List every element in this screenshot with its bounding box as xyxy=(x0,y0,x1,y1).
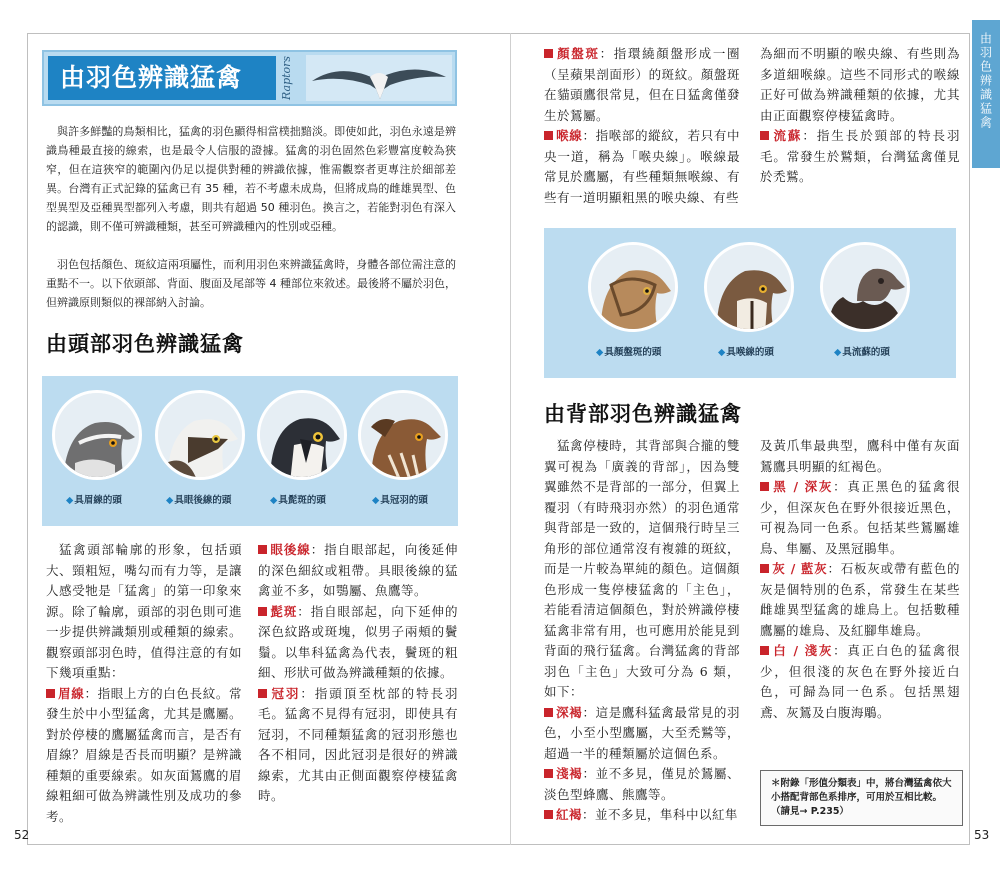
back-col-2 xyxy=(760,436,960,723)
term-white-block xyxy=(760,641,960,723)
portrait-eyeline-head xyxy=(155,390,245,480)
term-throat-block xyxy=(544,126,740,208)
head-col1-eyebrow xyxy=(46,684,242,828)
banner-subtitle: Raptors xyxy=(280,55,293,100)
head-section-title: 由頭部羽色辨識猛禽 xyxy=(46,331,244,356)
term-eyebrow-text: ：指眼上方的白色長紋。常發生於中小型猛禽，尤其是鷹屬。對於停棲的鷹屬猛禽而言，是否有眉線？眉線是否長而明顯？是辨識種類的重要線索。如灰面鵟鷹的眉線粗細可做為辨識性別及成功的參考。 xyxy=(46,685,242,824)
term-ruff-text: ：指生長於頸部的特長羽毛。常發生於鷲類，台灣猛禽僅見於禿鷲。 xyxy=(760,128,960,184)
caption-facial-disc-head: ◆ 具顏盤斑的頭 xyxy=(596,344,661,358)
caption-throat-line-head: ◆ 具喉線的頭 xyxy=(718,344,774,358)
term-facial-disc-block xyxy=(544,44,740,126)
portrait-facial-disc-head xyxy=(588,242,678,332)
banner-title: 由羽色辨識猛禽 xyxy=(48,56,276,100)
back-section-title: 由背部羽色辨識猛禽 xyxy=(544,401,742,426)
term-eyeline: 眼後線 xyxy=(258,542,311,557)
vulture-head-icon xyxy=(823,245,910,332)
right-top-col-1 xyxy=(544,44,740,208)
back-col-1 xyxy=(544,436,740,826)
term-white-text: ：真正白色的猛禽很少，但很淺的灰色在野外接近白色，可歸為同一色系。包括黑翅鳶、灰鵟及白腹海鵰。 xyxy=(760,643,960,720)
soaring-eagle-illustration xyxy=(306,55,452,101)
caption-eyeline-head: ◆ 具眼後線的頭 xyxy=(166,492,231,506)
portrait-eyebrow-head xyxy=(52,390,142,480)
portrait-crest-head xyxy=(358,390,448,480)
head-col-2 xyxy=(258,540,458,807)
term-rufous-text: ：並不多見，隼科中以紅隼 xyxy=(582,807,739,822)
osprey-head-icon xyxy=(158,393,245,480)
term-rufous: 紅褐 xyxy=(544,807,582,822)
term-light-brown-text: ：並不多見，僅見於鵟屬、淡色型蜂鷹、熊鷹等。 xyxy=(544,766,740,802)
intro-paragraph-1: 與許多鮮豔的鳥類相比，猛禽的羽色顯得相當樸拙黯淡。即使如此，羽色永遠是辨識鳥種最直接的線索，也是最令人信服的證據。猛禽的羽色固然色彩豐富度較為狹窄，但在這狹窄的範圍內仍足以提供對種的辨識依據，惟需觀察者更專注於細部差異。台灣有正式記錄的猛禽已有 35 種，若不考慮未成鳥，但將成鳥的雌雄異型、色型異型及亞種異型都列入考慮，則共有超過 50 種羽色。換言之，若能對羽色有深入的認識，則不僅可辨識種類，甚至可辨識種內的性別或亞種。 xyxy=(46,125,456,233)
term-grey: 灰 / 藍灰 xyxy=(760,561,827,576)
rufous-continued: 及黃爪隼最典型，鷹科中僅有灰面鵟鷹具明顯的紅褐色。 xyxy=(760,438,960,474)
head-term-eyeline xyxy=(258,540,458,602)
term-moustache-text: ：指自眼部起，向下延伸的深色紋路或斑塊，似男子兩頰的鬢鬚。以隼科猛禽為代表，鬢斑的粗細、形狀可做為辨識種類的依據。 xyxy=(258,603,458,680)
head-col1-intro: 猛禽頭部輪廓的形象，包括頭大、頸粗短，嘴勾而有力等，是讓人感受牠是「猛禽」的第一印象來源。除了輪廓，頭部的羽色則可進一步提供辨識類別或種類的線索。觀察頭部羽色時，值得注意的有如下幾項重點： xyxy=(46,542,242,680)
head-term-moustache xyxy=(258,602,458,684)
term-ruff-block xyxy=(760,126,960,188)
portrait-moustache-head xyxy=(257,390,347,480)
title-banner xyxy=(42,50,457,106)
back-col1-intro: 猛禽停棲時，其背部與合攏的雙翼可視為「廣義的背部」，因為雙翼雖然不是背部的一部分，但翼上覆羽（有時飛羽亦然）的羽色通常與背部是一致的，這個飛行時呈三角形的部位通常沒有複雜的斑紋，而是一片較為單純的顏色。這個顏色形成一隻停棲猛禽的「主色」，若能看清這個顏色，對於辨識停棲猛禽非常有用，也可應用於能見到背面的飛行猛禽。台灣猛禽的背部羽色「主色」大致可分為 6 類，如下： xyxy=(544,438,740,699)
term-grey-text: ：石板灰或帶有藍色的灰是個特別的色系，常發生在某些雌雄異型猛禽的雄鳥上。包括數種鷹屬的雄鳥、及紅腳隼雄鳥。 xyxy=(760,561,960,638)
caption-crest-head: ◆ 具冠羽的頭 xyxy=(372,492,428,506)
term-light-brown-block xyxy=(544,764,740,805)
term-black: 黑 / 深灰 xyxy=(760,479,833,494)
buzzard-head-icon xyxy=(591,245,678,332)
throat-continued: 為細而不明顯的喉央線、有些則為多道細喉線。這些不同形式的喉線正好可做為辨識種類的依據，尤其由正面觀察停棲猛禽時。 xyxy=(760,46,960,123)
intro-paragraph-2: 羽色包括顏色、斑紋這兩項屬性，而利用羽色來辨識猛禽時，身體各部位需注意的重點不一。以下依頭部、背面、腹面及尾部等 4 種部位來敘述。最後將不屬於羽色，但辨識原則類似的裸部納入討論。 xyxy=(46,258,456,309)
term-dark-brown: 深褐 xyxy=(544,705,582,720)
falcon-head-icon xyxy=(260,393,347,480)
term-ruff: 流蘇 xyxy=(760,128,802,143)
head-col-1 xyxy=(46,540,242,827)
term-crest-text: ：指頭頂至枕部的特長羽毛。猛禽不見得有冠羽，即使具有冠羽，不同種類猛禽的冠羽形態也各不相同，因此冠羽是很好的辨識線索，尤其由正側面觀察停棲猛禽時。 xyxy=(258,685,458,803)
term-crest: 冠羽 xyxy=(258,686,300,701)
head-photo-band xyxy=(42,376,458,526)
caption-ruff-head: ◆ 具流蘇的頭 xyxy=(834,344,890,358)
right-photo-band xyxy=(544,228,956,378)
portrait-ruff-head xyxy=(820,242,910,332)
page-number-right: 53 xyxy=(974,828,990,842)
crested-hawk-head-icon xyxy=(361,393,448,480)
accipiter-head-icon xyxy=(707,245,794,332)
head-term-crest xyxy=(258,684,458,807)
term-black-block xyxy=(760,477,960,559)
caption-eyebrow-head: ◆ 具眉線的頭 xyxy=(66,492,122,506)
term-eyebrow: 眉線 xyxy=(46,686,84,701)
term-dark-brown-text: ：這是鷹科猛禽最常見的羽色，小至小型鷹屬，大至禿鷲等，超過一半的種類屬於這個色系。 xyxy=(544,704,740,761)
term-black-text: ：真正黑色的猛禽很少，但深灰色在野外很接近黑色，可視為同一色系。包括某些鵟屬雄鳥、隼屬、及黑冠鵑隼。 xyxy=(760,479,960,556)
term-eyeline-text: ：指自眼部起，向後延伸的深色細紋或粗帶。具眼後線的猛禽並不多，如鶚屬、魚鷹等。 xyxy=(258,542,458,598)
right-top-col-2 xyxy=(760,44,960,188)
page-gutter xyxy=(510,33,511,845)
term-rufous-block xyxy=(544,805,740,826)
term-white: 白 / 淺灰 xyxy=(760,643,833,658)
appendix-note: ＊附錄「形值分類表」中，將台灣猛禽依大小搭配背部色系排序，可用於互相比較。（請見→ P.235） xyxy=(760,770,963,826)
term-facial-disc: 顏盤斑 xyxy=(544,46,600,61)
term-grey-block xyxy=(760,559,960,641)
caption-moustache-head: ◆ 具髭斑的頭 xyxy=(270,492,326,506)
portrait-throat-line-head xyxy=(704,242,794,332)
term-throat-line-text: ：指喉部的縱紋，若只有中央一道，稱為「喉央線」。喉線最常見於鷹屬，有些種類無喉線、有些有一道明顯粗黑的喉央線、有些 xyxy=(544,128,740,205)
page-number-left: 52 xyxy=(14,828,30,842)
term-light-brown: 淺褐 xyxy=(544,766,582,781)
term-facial-disc-text: ：指環繞顏盤形成一圈（呈蘋果剖面形）的斑紋。顏盤斑在貓頭鷹很常見，但在日猛禽僅發生於鵟屬。 xyxy=(544,46,740,123)
term-dark-brown-block xyxy=(544,703,740,765)
term-moustache: 髭斑 xyxy=(258,604,297,619)
chapter-tab[interactable]: 由羽色辨識猛禽 xyxy=(972,20,1000,168)
hawk-head-icon xyxy=(55,393,142,480)
term-throat-line: 喉線 xyxy=(544,128,582,143)
